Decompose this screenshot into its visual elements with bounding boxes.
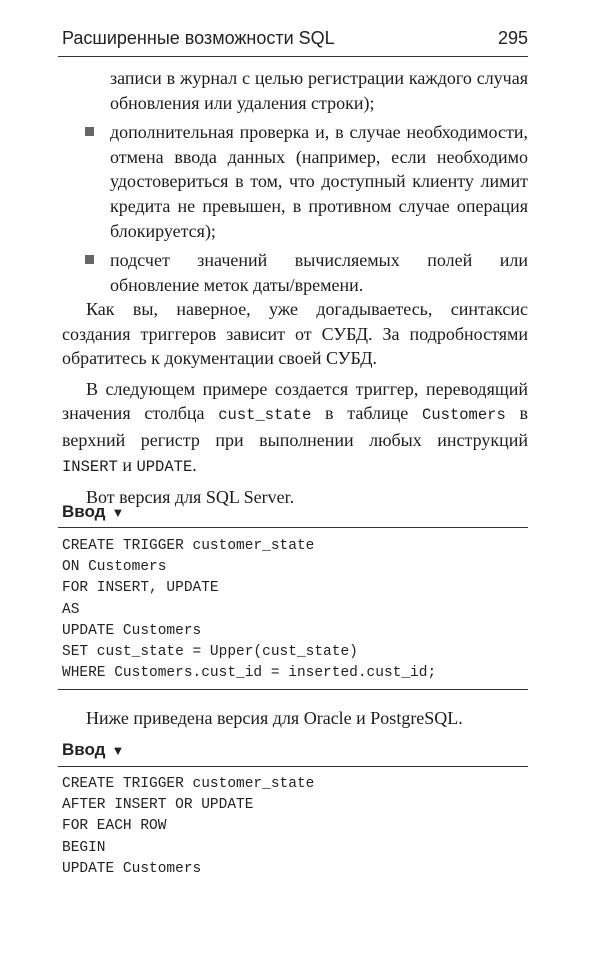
triangle-down-icon: ▼ bbox=[111, 743, 125, 758]
paragraph: Как вы, наверное, уже догадываетесь, синтаксис создания триггеров зависит от СУБД. За подробностями обратитесь к документации своей СУБД. bbox=[62, 299, 528, 369]
list-item-text: подсчет значений вычисляемых полей или обновление меток даты/времени. bbox=[110, 250, 528, 295]
inline-code: cust_state bbox=[218, 406, 312, 425]
code-block: CREATE TRIGGER customer_state AFTER INSERT OR UPDATE FOR EACH ROW BEGIN UPDATE Customers bbox=[62, 776, 315, 877]
inline-code: Customers bbox=[422, 406, 506, 425]
text-run: . bbox=[192, 454, 197, 475]
paragraph bbox=[62, 377, 528, 479]
page-number: 295 bbox=[497, 28, 528, 48]
text-run: В следующем примере создается триггер, переводящий значения столбца bbox=[62, 378, 528, 424]
text-run: и bbox=[122, 454, 132, 475]
bullet-list bbox=[110, 66, 528, 302]
list-item bbox=[110, 120, 528, 243]
list-item-continuation bbox=[110, 66, 528, 115]
input-label bbox=[62, 740, 124, 760]
code-block: CREATE TRIGGER customer_state ON Customers FOR INSERT, UPDATE AS UPDATE Customers SET cust_state = Upper(cust_state) WHERE Customers.cust_id = inserted.cust_id; bbox=[62, 538, 437, 682]
triangle-down-icon: ▼ bbox=[111, 505, 125, 520]
text-run: в верхний регистр при выполнении любых инструкций bbox=[62, 403, 529, 450]
body-text bbox=[62, 297, 528, 516]
list-item-text: записи в журнал с целью регистрации каждого случая обновления или удаления строки); bbox=[110, 68, 528, 113]
paragraph: Ниже приведена версия для Oracle и PostgreSQL. bbox=[86, 708, 463, 728]
list-item bbox=[110, 248, 528, 297]
code-top-rule bbox=[58, 527, 528, 528]
code-top-rule bbox=[58, 766, 528, 767]
square-bullet-icon bbox=[85, 127, 94, 136]
inline-code: UPDATE bbox=[136, 457, 193, 476]
code-bottom-rule bbox=[58, 689, 528, 690]
text-run: в таблице bbox=[325, 403, 409, 424]
running-header bbox=[62, 28, 528, 49]
input-label bbox=[62, 502, 124, 522]
input-label-text: Ввод bbox=[62, 740, 106, 759]
list-item-text: дополнительная проверка и, в случае необходимости, отмена ввода данных (например, если необходимо удостовериться в том, что доступный клиенту лимит кредита не превышен, в противном случае операция блокируется); bbox=[110, 122, 528, 241]
inline-code: INSERT bbox=[62, 457, 118, 476]
header-title: Расширенные возможности SQL bbox=[62, 28, 335, 48]
input-label-text: Ввод bbox=[62, 502, 106, 521]
square-bullet-icon bbox=[85, 255, 94, 264]
header-rule bbox=[58, 56, 528, 57]
paragraph: Вот версия для SQL Server. bbox=[86, 487, 295, 508]
